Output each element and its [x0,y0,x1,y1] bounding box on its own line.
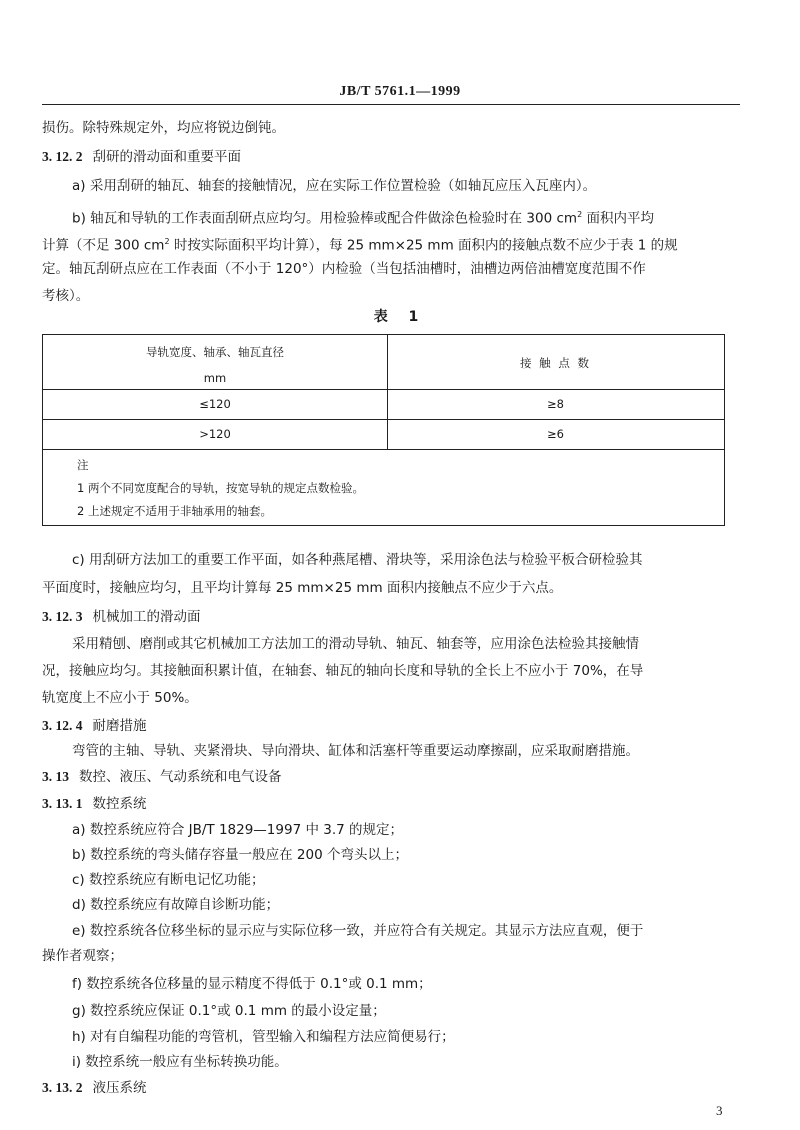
section-title: 机械加工的滑动面 [92,609,201,625]
section-heading-3-13 [42,767,282,787]
section-title: 数控系统 [92,796,147,812]
table-header-width: 导轨宽度、轴承、轴瓦直径 [146,345,284,359]
section-heading-3-12-3 [42,607,201,627]
table-cell-width: >120 [199,427,231,441]
table-rule [43,419,724,420]
header-rule [42,104,740,105]
list-item: f) 数控系统各位移量的显示精度不得低于 0.1°或 0.1 mm； [72,976,432,992]
section-heading-3-13-2 [42,1078,147,1098]
section-number: 3. 13. 2 [42,1080,83,1095]
table-cell-points: ≥6 [547,427,564,441]
list-item: c) 数控系统应有断电记忆功能； [72,872,265,888]
section-heading-3-13-1 [42,794,147,814]
section-number: 3. 13. 1 [42,796,83,811]
list-item: i) 数控系统一般应有坐标转换功能。 [72,1054,288,1070]
text-span: 时按实际面积平均计算），每 25 mm×25 mm 面积内的接触点数不应少于表 1 的规 [169,237,678,254]
paragraph-line: 损伤。除特殊规定外，均应将锐边倒钝。 [42,120,285,136]
table-note-title: 注 [77,458,89,472]
paragraph-line: 弯管的主轴、导轨、夹紧滑块、导向滑块、缸体和活塞杆等重要运动摩擦副，应采取耐磨措施。 [72,743,639,759]
list-item-continuation: 操作者观察； [42,948,123,964]
table-rule [43,449,724,450]
paragraph-line: 定。轴瓦刮研点应在工作表面（不小于 120°）内检验（当包括油槽时，油槽边两倍油槽宽度范围不作 [42,261,646,277]
standard-header: JB/T 5761.1—1999 [339,84,461,99]
paragraph-line: 采用精刨、磨削或其它机械加工方法加工的滑动导轨、轴瓦、轴套等，应用涂色法检验其接触情 [72,636,639,652]
list-item: h) 对有自编程功能的弯管机，管型输入和编程方法应简便易行； [72,1029,455,1045]
table-caption: 表 1 [373,309,427,325]
section-heading-3-12-2 [42,147,241,167]
paragraph-line: 考核）。 [42,288,90,304]
section-number: 3. 13 [42,769,69,784]
table-cell-width: ≤120 [199,397,231,411]
list-item: d) 数控系统应有故障自诊断功能； [72,897,280,913]
table-note: 1 两个不同宽度配合的导轨，按宽导轨的规定点数检验。 [77,481,364,495]
table-note: 2 上述规定不适用于非轴承用的轴套。 [77,504,272,518]
table-cell-points: ≥8 [547,397,564,411]
text-span: 面积内平均 [582,210,654,227]
section-title: 刮研的滑动面和重要平面 [92,149,241,165]
table-rule [43,389,724,390]
section-heading-3-12-4 [42,716,147,736]
paragraph-line: 况，接触应均匀。其接触面积累计值，在轴套、轴瓦的轴向长度和导轨的全长上不应小于 70%，在导 [42,663,644,679]
section-number: 3. 12. 4 [42,718,83,733]
paragraph-line [42,232,678,256]
section-title: 数控、液压、气动系统和电气设备 [79,769,282,785]
superscript: 2 [577,210,583,219]
section-number: 3. 12. 2 [42,149,83,164]
list-item: g) 数控系统应保证 0.1°或 0.1 mm 的最小设定量； [72,1003,386,1019]
contact-points-table [42,334,725,526]
text-span: b) 轴瓦和导轨的工作表面刮研点应均匀。用检验棒或配合件做涂色检验时在 300 cm [72,210,578,227]
table-header-points: 接 触 点 数 [520,356,591,370]
superscript: 2 [164,237,170,246]
paragraph-line: 平面度时，接触应均匀，且平均计算每 25 mm×25 mm 面积内接触点不应少于六点。 [42,580,563,596]
list-item: b) 数控系统的弯头储存容量一般应在 200 个弯头以上； [72,847,408,863]
text-span: 计算（不足 300 cm [42,237,165,254]
table-header-unit: mm [203,371,227,385]
section-number: 3. 12. 3 [42,609,83,624]
section-title: 液压系统 [92,1080,147,1096]
paragraph-line: c) 用刮研方法加工的重要工作平面，如各种燕尾槽、滑块等，采用涂色法与检验平板合研检验其 [72,552,643,568]
list-item: a) 数控系统应符合 JB/T 1829—1997 中 3.7 的规定； [72,822,404,838]
paragraph-line: 轨宽度上不应小于 50%。 [42,690,198,706]
list-item: e) 数控系统各位移坐标的显示应与实际位移一致，并应符合有关规定。其显示方法应直观，便于 [72,923,644,939]
section-title: 耐磨措施 [92,718,147,734]
paragraph-line [72,205,654,229]
paragraph-line: a) 采用刮研的轴瓦、轴套的接触情况，应在实际工作位置检验（如轴瓦应压入瓦座内）。 [72,178,597,194]
page-number: 3 [716,1103,723,1118]
